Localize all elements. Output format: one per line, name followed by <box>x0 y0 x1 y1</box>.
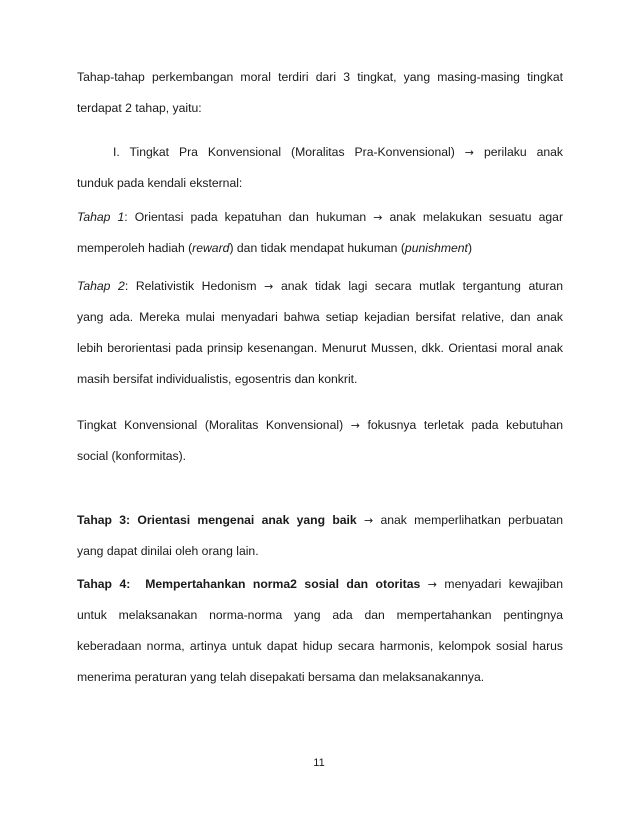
text-line <box>77 271 563 302</box>
text-segment: Relativistik Hedonism <box>135 279 257 293</box>
text-line: social (konformitas). <box>77 449 187 463</box>
arrow-right-icon: → <box>264 280 274 293</box>
text-line <box>77 410 563 441</box>
text-line: yang dapat dinilai oleh orang lain. <box>77 544 259 558</box>
text-line <box>77 505 563 536</box>
paragraph-konvensional <box>77 410 563 472</box>
stage-label: Tahap 3: Orientasi mengenai anak yang baik <box>77 513 357 527</box>
text-segment: ) dan tidak mendapat hukuman ( <box>229 241 405 255</box>
arrow-right-icon: → <box>350 419 360 432</box>
text-line <box>77 202 563 233</box>
text-line <box>77 569 563 600</box>
arrow-right-icon: → <box>373 211 383 224</box>
text-line: untuk melaksanakan norma-norma yang ada dan mempertahankan pentingnya <box>77 608 563 622</box>
text-line: masih bersifat individualistis, egosentris dan konkrit. <box>77 372 358 386</box>
stage-label: Tahap 2 <box>77 279 125 293</box>
text-segment: anak memperlihatkan perbuatan <box>380 513 564 527</box>
arrow-right-icon: → <box>363 514 374 527</box>
text-segment: fokusnya terletak pada kebutuhan <box>367 418 564 432</box>
stage-label: Tahap 4: Mempertahankan norma2 sosial dan otoritas <box>77 577 421 591</box>
text-line: menerima peraturan yang telah disepakati bersama dan melaksanakannya. <box>77 670 485 684</box>
text-segment: I. Tingkat Pra Konvensional (Moralitas Pra-Konvensional) <box>113 145 455 159</box>
text-segment: perilaku anak <box>483 145 564 159</box>
text-line <box>77 233 563 264</box>
text-line: yang ada. Mereka mulai menyadari bahwa setiap kejadian bersifat relative, dan anak <box>77 310 563 324</box>
paragraph-tahap-4 <box>77 569 563 693</box>
paragraph-tahap-3 <box>77 505 563 567</box>
stage-label: Tahap 1 <box>77 210 125 224</box>
text-segment: anak tidak lagi secara mutlak tergantung aturan <box>280 279 564 293</box>
text-segment: ) <box>467 241 472 255</box>
text-segment: anak melakukan sesuatu agar <box>389 210 564 224</box>
paragraph-pra-konvensional <box>77 137 563 199</box>
text-line: lebih berorientasi pada prinsip kesenangan. Menurut Mussen, dkk. Orientasi moral anak <box>77 341 563 355</box>
arrow-right-icon: → <box>464 146 474 159</box>
text-line <box>77 137 563 168</box>
text-segment: memperoleh hadiah ( <box>77 241 193 255</box>
text-line: tunduk pada kendali eksternal: <box>77 176 243 190</box>
paragraph-tahap-2 <box>77 271 563 395</box>
text-segment: : <box>124 210 128 224</box>
text-segment: Tingkat Konvensional (Moralitas Konvensional) <box>77 418 344 432</box>
text-line: terdapat 2 tahap, yaitu: <box>77 101 202 115</box>
page-number: 11 <box>313 757 325 769</box>
emphasis-term: punishment <box>404 241 468 255</box>
paragraph-intro <box>77 62 563 124</box>
text-line: Tahap-tahap perkembangan moral terdiri dari 3 tingkat, yang masing-masing tingkat <box>77 70 563 84</box>
arrow-right-icon: → <box>427 578 437 591</box>
text-segment: : <box>124 279 129 293</box>
emphasis-term: reward <box>192 241 230 255</box>
text-segment: menyadari kewajiban <box>444 577 563 591</box>
paragraph-tahap-1 <box>77 202 563 264</box>
text-line: keberadaan norma, artinya untuk dapat hidup secara harmonis, kelompok sosial harus <box>77 639 563 653</box>
text-segment: Orientasi pada kepatuhan dan hukuman <box>134 210 367 224</box>
